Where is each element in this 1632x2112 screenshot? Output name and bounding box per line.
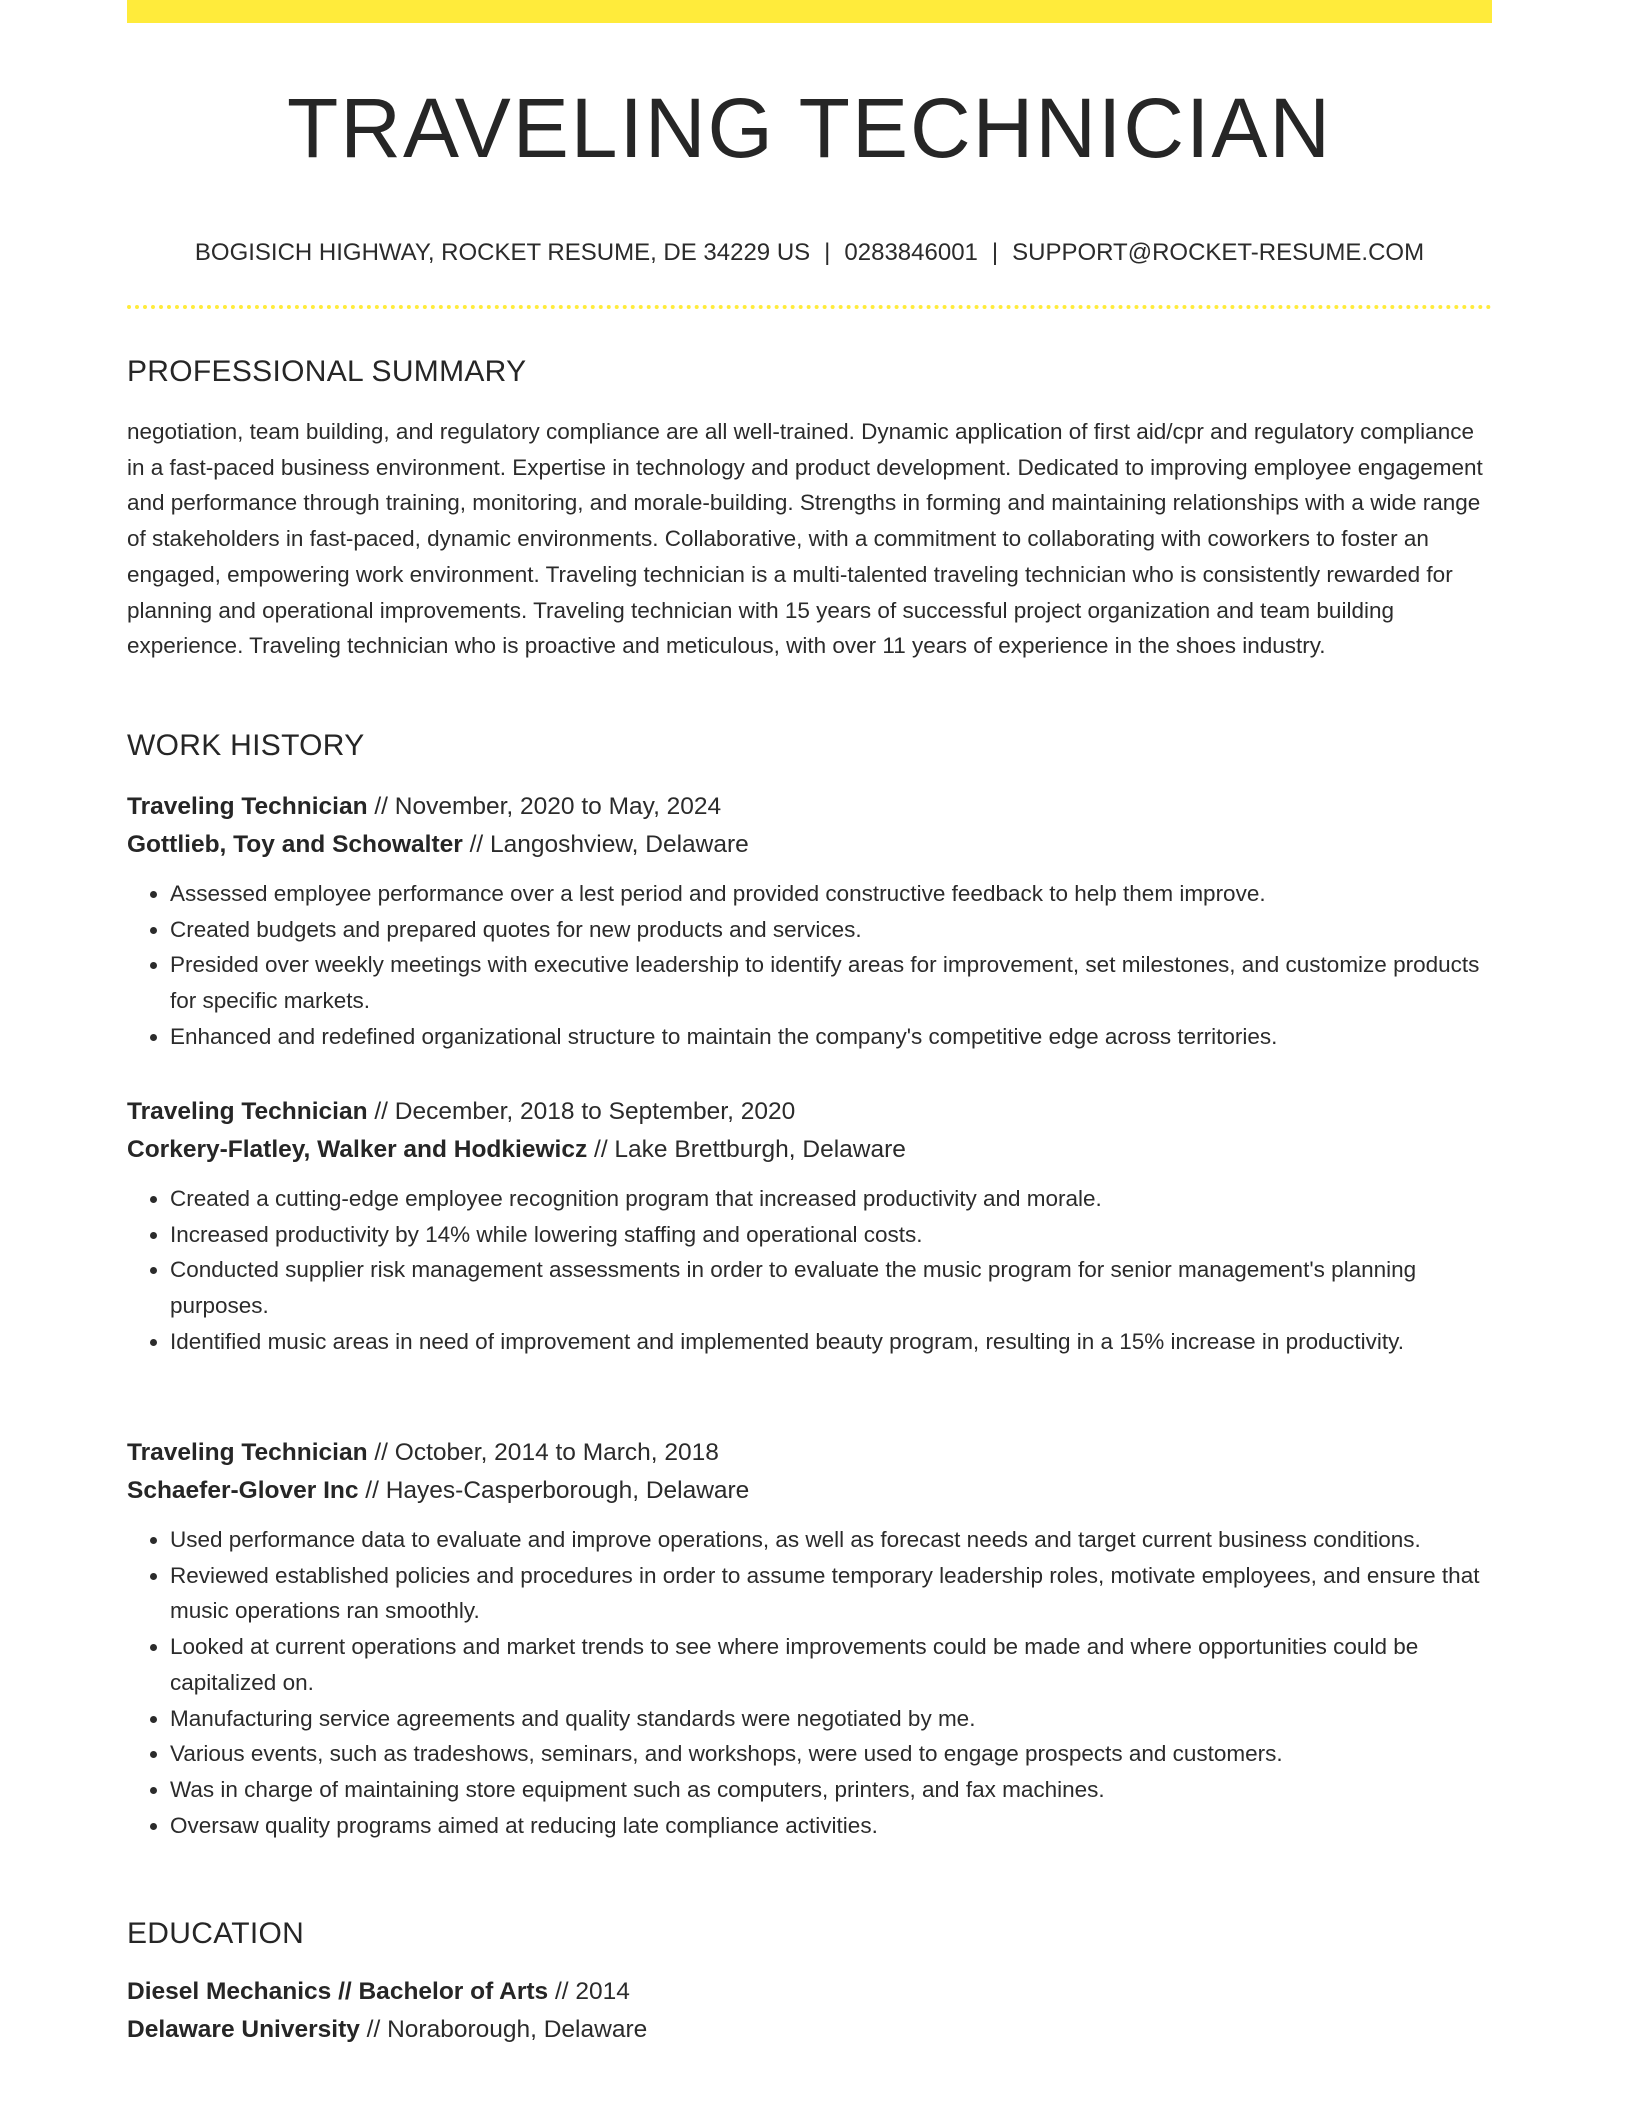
job-title-line [127, 788, 1492, 826]
header-divider [127, 305, 1492, 309]
list-item: • Oversaw quality programs aimed at reducing late compliance activities. [170, 1808, 1492, 1844]
education-degree-line [127, 1973, 1492, 2011]
job-entry [127, 788, 1492, 1055]
job-bullet-list [127, 876, 1492, 1055]
list-item: • Conducted supplier risk management assessments in order to evaluate the music program for senior management's planning purposes. [170, 1252, 1492, 1323]
job-company: Gottlieb, Toy and Schowalter [127, 831, 463, 858]
contact-address: BOGISICH HIGHWAY, ROCKET RESUME, DE 34229 US [194, 239, 811, 266]
list-item: • Created budgets and prepared quotes for new products and services. [170, 912, 1492, 948]
accent-top-bar [127, 0, 1492, 23]
list-item: • Looked at current operations and market trends to see where improvements could be made and where opportunities could be capitalized on. [170, 1629, 1492, 1700]
job-role: Traveling Technician [127, 793, 368, 820]
list-item: • Assessed employee performance over a lest period and provided constructive feedback to help them improve. [170, 876, 1492, 912]
list-item: • Various events, such as tradeshows, seminars, and workshops, were used to engage prospects and customers. [170, 1736, 1492, 1772]
list-item: • Increased productivity by 14% while lowering staffing and operational costs. [170, 1217, 1492, 1253]
job-title-line [127, 1434, 1492, 1472]
list-item: • Created a cutting-edge employee recognition program that increased productivity and morale. [170, 1181, 1492, 1217]
job-dates: // November, 2020 to May, 2024 [367, 793, 722, 820]
education-entry [127, 1973, 1492, 2049]
list-item: • Was in charge of maintaining store equipment such as computers, printers, and fax machines. [170, 1772, 1492, 1808]
job-entry [127, 1093, 1492, 1360]
list-item: • Presided over weekly meetings with executive leadership to identify areas for improvement, set milestones, and customize products for specific markets. [170, 947, 1492, 1018]
job-dates: // December, 2018 to September, 2020 [367, 1098, 796, 1125]
contact-phone: 0283846001 [844, 239, 978, 266]
list-item: • Identified music areas in need of improvement and implemented beauty program, resulting in a 15% increase in productivity. [170, 1324, 1492, 1360]
education-location: // Noraborough, Delaware [359, 2016, 648, 2043]
contact-separator: | [991, 239, 999, 266]
education-school-line [127, 2011, 1492, 2049]
contact-line [127, 234, 1492, 272]
job-location: // Lake Brettburgh, Delaware [587, 1136, 906, 1163]
education-school: Delaware University [127, 2016, 360, 2043]
list-item: • Enhanced and redefined organizational structure to maintain the company's competitive edge across territories. [170, 1019, 1492, 1055]
contact-email: SUPPORT@ROCKET-RESUME.COM [1012, 239, 1425, 266]
job-entry [127, 1434, 1492, 1843]
section-title-summary: PROFESSIONAL SUMMARY [127, 355, 527, 388]
job-company: Corkery-Flatley, Walker and Hodkiewicz [127, 1136, 588, 1163]
job-location: // Langoshview, Delaware [462, 831, 749, 858]
job-company-line [127, 826, 1492, 864]
job-bullet-list [127, 1181, 1492, 1360]
list-item: • Reviewed established policies and procedures in order to assume temporary leadership roles, motivate employees, and ensure that music operations ran smoothly. [170, 1558, 1492, 1629]
job-role: Traveling Technician [127, 1098, 368, 1125]
job-title-line [127, 1093, 1492, 1131]
section-title-work-history: WORK HISTORY [127, 729, 365, 762]
job-location: // Hayes-Casperborough, Delaware [358, 1477, 750, 1504]
list-item: • Used performance data to evaluate and improve operations, as well as forecast needs and target current business conditions. [170, 1522, 1492, 1558]
list-item: • Manufacturing service agreements and quality standards were negotiated by me. [170, 1701, 1492, 1737]
candidate-name: TRAVELING TECHNICIAN [286, 81, 1333, 175]
education-year: // 2014 [548, 1978, 630, 2005]
job-company: Schaefer-Glover Inc [127, 1477, 359, 1504]
job-role: Traveling Technician [127, 1439, 368, 1466]
contact-separator: | [824, 239, 831, 266]
job-company-line [127, 1131, 1492, 1169]
job-company-line [127, 1472, 1492, 1510]
education-degree: Diesel Mechanics // Bachelor of Arts [127, 1978, 549, 2005]
section-title-education: EDUCATION [127, 1917, 305, 1950]
job-bullet-list [127, 1522, 1492, 1843]
job-dates: // October, 2014 to March, 2018 [367, 1439, 719, 1466]
summary-text: negotiation, team building, and regulatory compliance are all well-trained. Dynamic application of first aid/cpr and regulatory compliance in a fast-paced business environment. Expertise in technology and product development. Dedicated to improving employee engagement and performance through training, monitoring, and morale-building. Strengths in forming and maintaining relationships with a wide range of stakeholders in fast-paced, dynamic environments. Collaborative, with a commitment to collaborating with coworkers to foster an engaged, empowering work environment. Traveling technician is a multi-talented traveling technician who is consistently rewarded for planning and operational improvements. Traveling technician with 15 years of successful project organization and team building experience. Traveling technician who is proactive and meticulous, with over 11 years of experience in the shoes industry. [127, 419, 1483, 659]
